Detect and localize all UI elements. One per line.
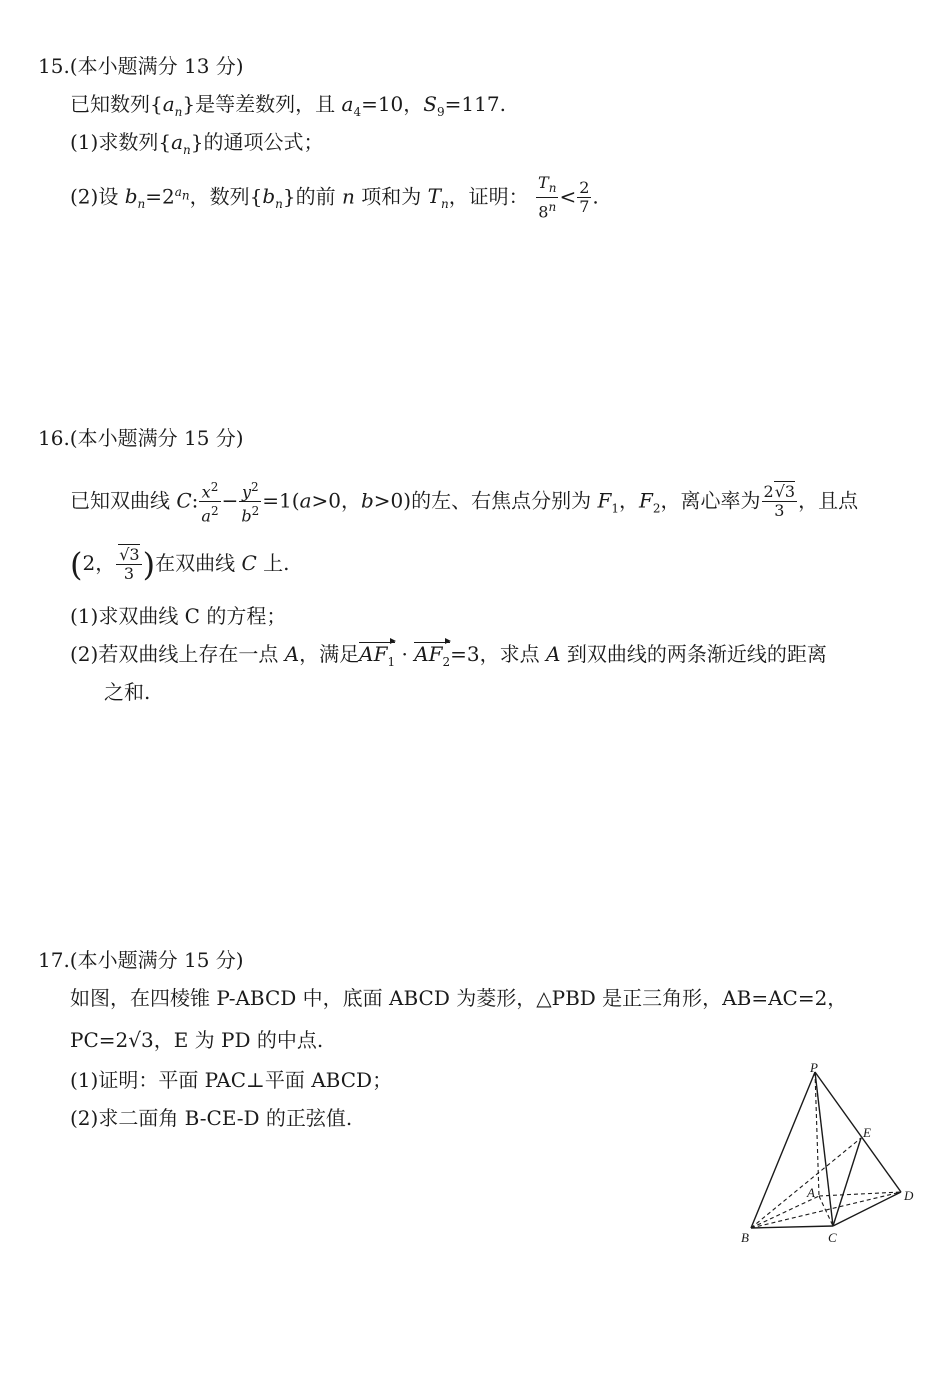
q16-part2-cont: 之和. bbox=[104, 680, 151, 704]
label-E: E bbox=[863, 1125, 871, 1140]
q16-part1: (1)求双曲线 C 的方程； bbox=[70, 604, 287, 628]
q17-line1: 如图，在四棱锥 P-ABCD 中，底面 ABCD 为菱形，△PBD 是正三角形，AB=AC=2， bbox=[70, 986, 848, 1010]
q15-line1: 已知数列$\{a_n\}$是等差数列，且 $a_4=10$，$S_9=117$. bbox=[70, 92, 506, 119]
label-D: D bbox=[904, 1188, 914, 1203]
q17-part2: (2)求二面角 B-CE-D 的正弦值. bbox=[70, 1106, 353, 1130]
label-P: P bbox=[810, 1060, 818, 1075]
q17-part1: (1)证明：平面 PAC⊥平面 ABCD； bbox=[70, 1068, 393, 1092]
q15-header: 15.(本小题满分 13 分) bbox=[38, 54, 244, 78]
q15-part2: (2)设 $b_n=2^{a_n}$，数列$\{b_n\}$的前 n 项和为 $T_n$，证明： $\frac{T_n}{8^n}$ < $\frac{2}{7}$ . bbox=[70, 173, 599, 222]
label-B: B bbox=[741, 1230, 749, 1245]
q16-part2: (2)若双曲线上存在一点 A，满足$AF_1 \cdot AF_2=3$，求点 A 到双曲线的两条渐近线的距离 bbox=[70, 640, 827, 676]
q16-line2: (2， $\frac{√3}{3}$ )在双曲线 C 上. bbox=[70, 545, 290, 584]
q17-line2: PC=2√3，E 为 PD 的中点. bbox=[70, 1028, 324, 1052]
label-A: A bbox=[807, 1185, 815, 1200]
q15-part1: (1)求数列$\{a_n\}$的通项公式； bbox=[70, 130, 324, 157]
pyramid-figure bbox=[735, 1060, 925, 1245]
q16-line1: 已知双曲线 C: $\frac{x^2}{a^2}$ − $\frac{y^2}{b^2}$ =1(a>0，b>0)的左、右焦点分别为 $F_1$，$F_2$，离心率为 $\frac{2√3}{3}$ ，且点 bbox=[70, 480, 859, 526]
q16-header: 16.(本小题满分 15 分) bbox=[38, 426, 244, 450]
q17-header: 17.(本小题满分 15 分) bbox=[38, 948, 244, 972]
label-C: C bbox=[828, 1230, 837, 1245]
